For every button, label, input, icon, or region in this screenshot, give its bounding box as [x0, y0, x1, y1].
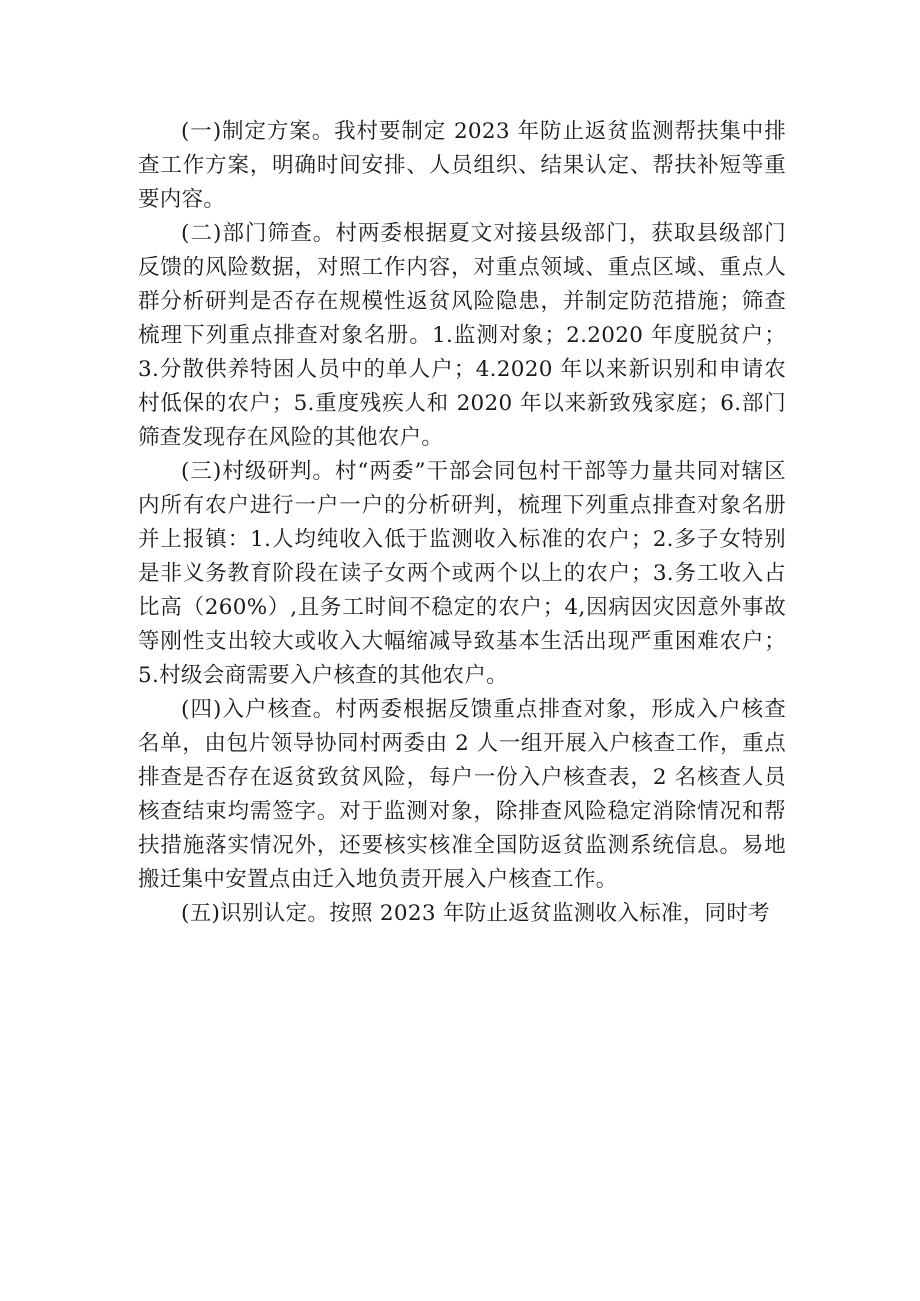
paragraph-2-department-screening: (二)部门筛查。村两委根据夏文对接县级部门，获取县级部门反馈的风险数据，对照工作内容，对重点领域、重点区域、重点人群分析研判是否存在规模性返贫风险隐患，并制定防范措施；筛查梳理下列重点排查对象名册。1.监测对象；2.2020 年度脱贫户；3.分散供养特困人员中的单人户；4.2020 年以来新识别和申请农村低保的农户；5.重度残疾人和 2020 年以来新致残家庭；6.部门筛查发现存在风险的其他农户。: [138, 221, 786, 450]
paragraph-1-make-plan: (一)制定方案。我村要制定 2023 年防止返贫监测帮扶集中排查工作方案，明确时间安排、人员组织、结果认定、帮扶补短等重要内容。: [138, 119, 786, 212]
paragraph-3-village-assessment: (三)村级研判。村“两委”干部会同包村干部等力量共同对辖区内所有农户进行一户一户的分析研判，梳理下列重点排查对象名册并上报镇：1.人均纯收入低于监测收入标准的农户；2.多子女特别是非义务教育阶段在读子女两个或两个以上的农户；3.务工收入占比高（260%）,且务工时间不稳定的农户；4,因病因灾因意外事故等刚性支出较大或收入大幅缩减导致基本生活出现严重困难农户；5.村级会商需要入户核查的其他农户。: [138, 459, 786, 688]
document-body: [138, 115, 786, 931]
paragraph-4-household-verification: (四)入户核查。村两委根据反馈重点排查对象，形成入户核查名单，由包片领导协同村两委由 2 人一组开展入户核查工作，重点排查是否存在返贫致贫风险，每户一份入户核查表，2 名核查人员核查结束均需签字。对于监测对象，除排查风险稳定消除情况和帮扶措施落实情况外，还要核实核准全国防返贫监测系统信息。易地搬迁集中安置点由迁入地负责开展入户核查工作。: [138, 697, 786, 892]
paragraph-5-identification: (五)识别认定。按照 2023 年防止返贫监测收入标准，同时考: [181, 901, 770, 926]
